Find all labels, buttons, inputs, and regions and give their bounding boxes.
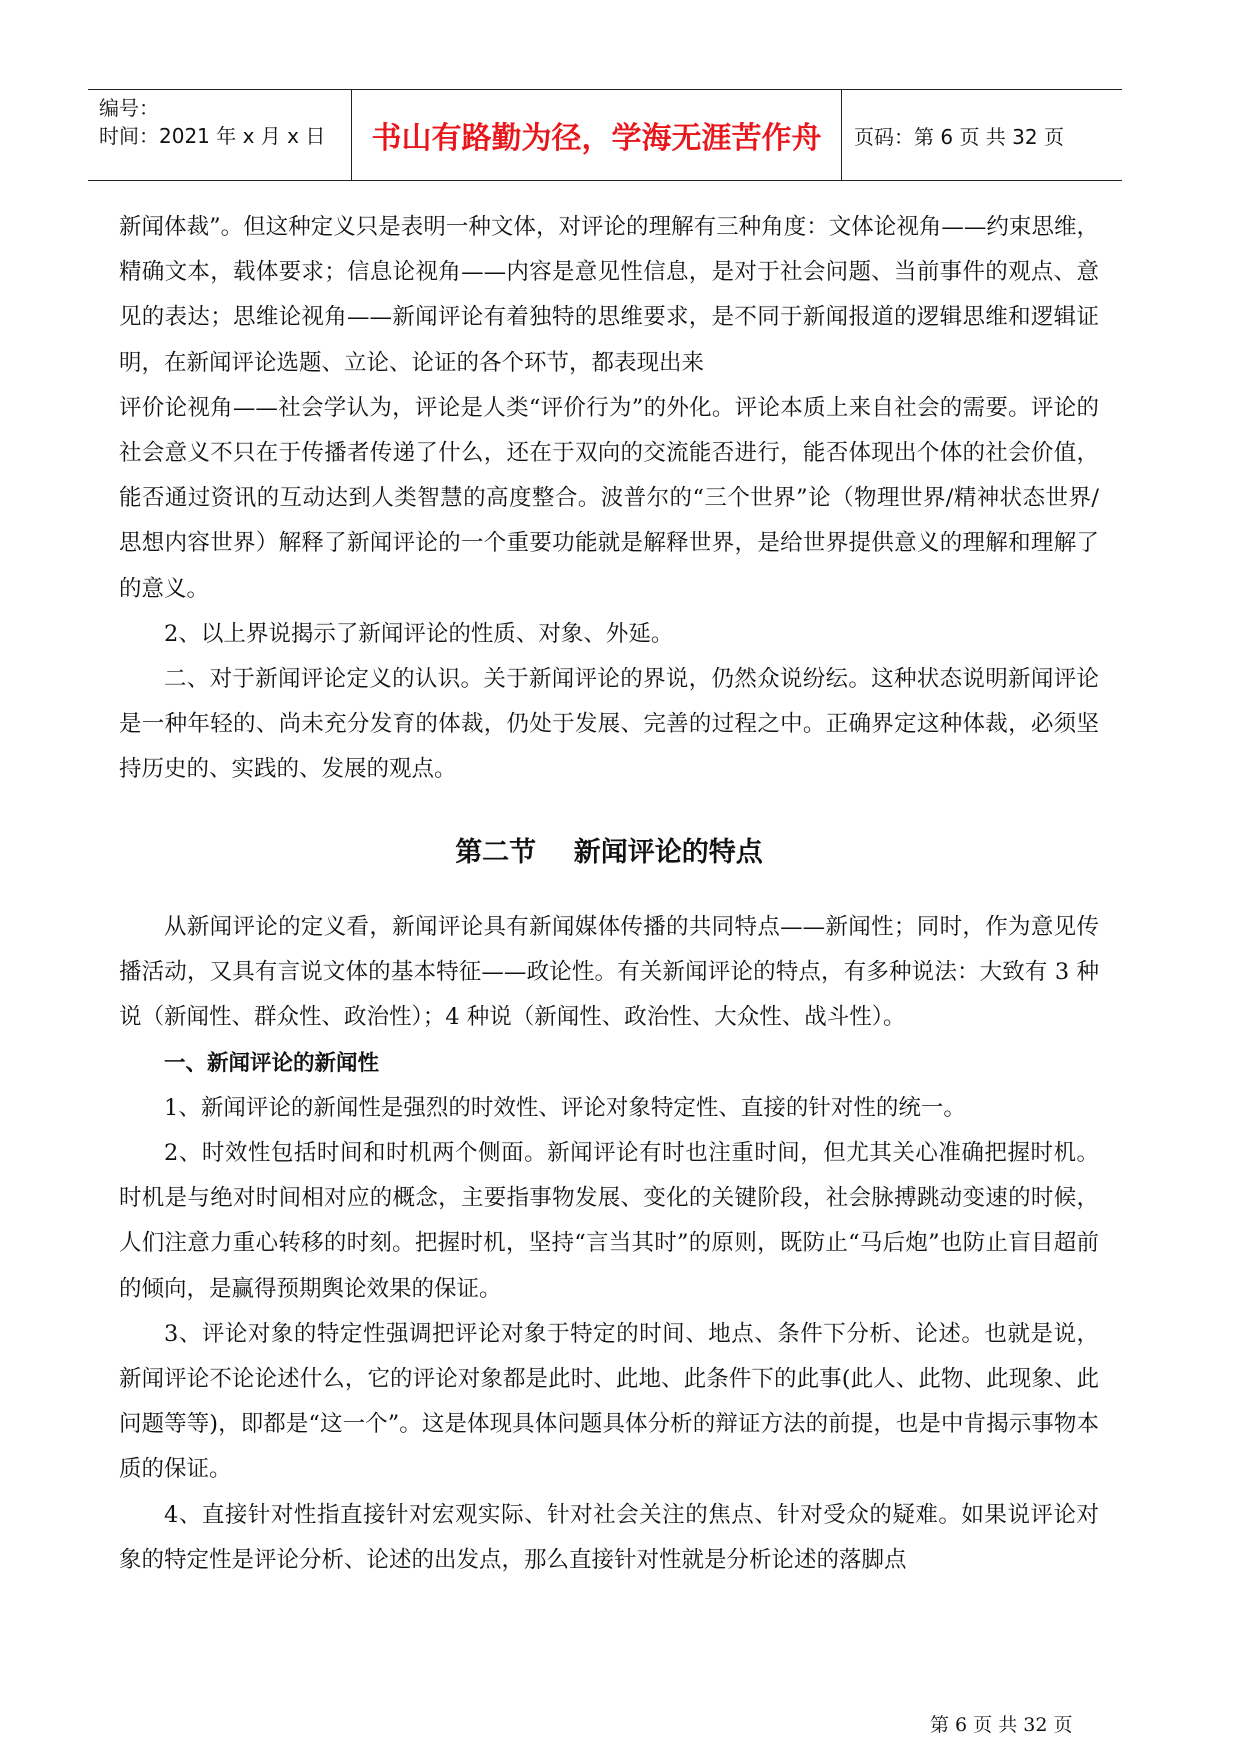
body-text-lower <box>119 905 1099 1583</box>
paragraph: 2、时效性包括时间和时机两个侧面。新闻评论有时也注重时间，但尤其关心准确把握时机。时机是与绝对时间相对应的概念，主要指事物发展、变化的关键阶段，社会脉搏跳动变速的时候，人们注意力重心转移的时刻。把握时机，坚持“言当其时”的原则，既防止“马后炮”也防止盲目超前的倾向，是赢得预期舆论效果的保证。 <box>119 1140 1099 1302</box>
page-header <box>88 89 1122 181</box>
serial-number-label: 编号： <box>99 96 159 120</box>
header-meta-cell <box>88 90 352 180</box>
page-footer: 第 6 页 共 32 页 <box>930 1714 1073 1736</box>
paragraph: 4、直接针对性指直接针对宏观实际、针对社会关注的焦点、针对受众的疑难。如果说评论对象的特定性是评论分析、论述的出发点，那么直接针对性就是分析论述的落脚点 <box>119 1501 1099 1573</box>
paragraph: 3、评论对象的特定性强调把评论对象于特定的时间、地点、条件下分析、论述。也就是说，新闻评论不论论述什么，它的评论对象都是此时、此地、此条件下的此事(此人、此物、此现象、此问题等等)，即都是“这一个”。这是体现具体问题具体分析的辩证方法的前提，也是中肯揭示事物本质的保证。 <box>119 1320 1099 1483</box>
body-text-upper <box>119 205 1099 793</box>
section-title: 第二节 新闻评论的特点 <box>455 837 763 868</box>
paragraph: 从新闻评论的定义看，新闻评论具有新闻媒体传播的共同特点——新闻性；同时，作为意见传播活动，又具有言说文体的基本特征——政论性。有关新闻评论的特点，有多种说法：大致有 3 种说（新闻性、群众性、政治性）；4 种说（新闻性、政治性、大众性、战斗性）。 <box>119 914 1099 1031</box>
paragraph: 1、新闻评论的新闻性是强烈的时效性、评论对象特定性、直接的针对性的统一。 <box>164 1094 966 1121</box>
paragraph: 评价论视角——社会学认为，评论是人类“评价行为”的外化。评论本质上来自社会的需要。评论的社会意义不只在于传播者传递了什么，还在于双向的交流能否进行，能否体现出个体的社会价值，能否通过资讯的互动达到人类智慧的高度整合。波普尔的“三个世界”论（物理世界/精神状态世界/思想内容世界）解释了新闻评论的一个重要功能就是解释世界，是给世界提供意义的理解和理解了的意义。 <box>119 394 1099 602</box>
header-page-info: 页码：第 6 页 共 32 页 <box>854 124 1064 149</box>
header-motto: 书山有路勤为径，学海无涯苦作舟 <box>352 90 842 180</box>
paragraph: 2、以上界说揭示了新闻评论的性质、对象、外延。 <box>164 620 674 647</box>
subsection-heading: 一、新闻评论的新闻性 <box>164 1050 380 1076</box>
time-label: 时间：2021 年 x 月 x 日 <box>99 124 326 148</box>
paragraph: 新闻体裁”。但这种定义只是表明一种文体，对评论的理解有三种角度：文体论视角——约束思维，精确文本，载体要求；信息论视角——内容是意见性信息，是对于社会问题、当前事件的观点、意见的表达；思维论视角——新闻评论有着独特的思维要求，是不同于新闻报道的逻辑思维和逻辑证明，在新闻评论选题、立论、论证的各个环节，都表现出来 <box>119 214 1099 376</box>
paragraph: 二、对于新闻评论定义的认识。关于新闻评论的界说，仍然众说纷纭。这种状态说明新闻评论是一种年轻的、尚未充分发育的体裁，仍处于发展、完善的过程之中。正确界定这种体裁，必须坚持历史的、实践的、发展的观点。 <box>119 666 1099 783</box>
